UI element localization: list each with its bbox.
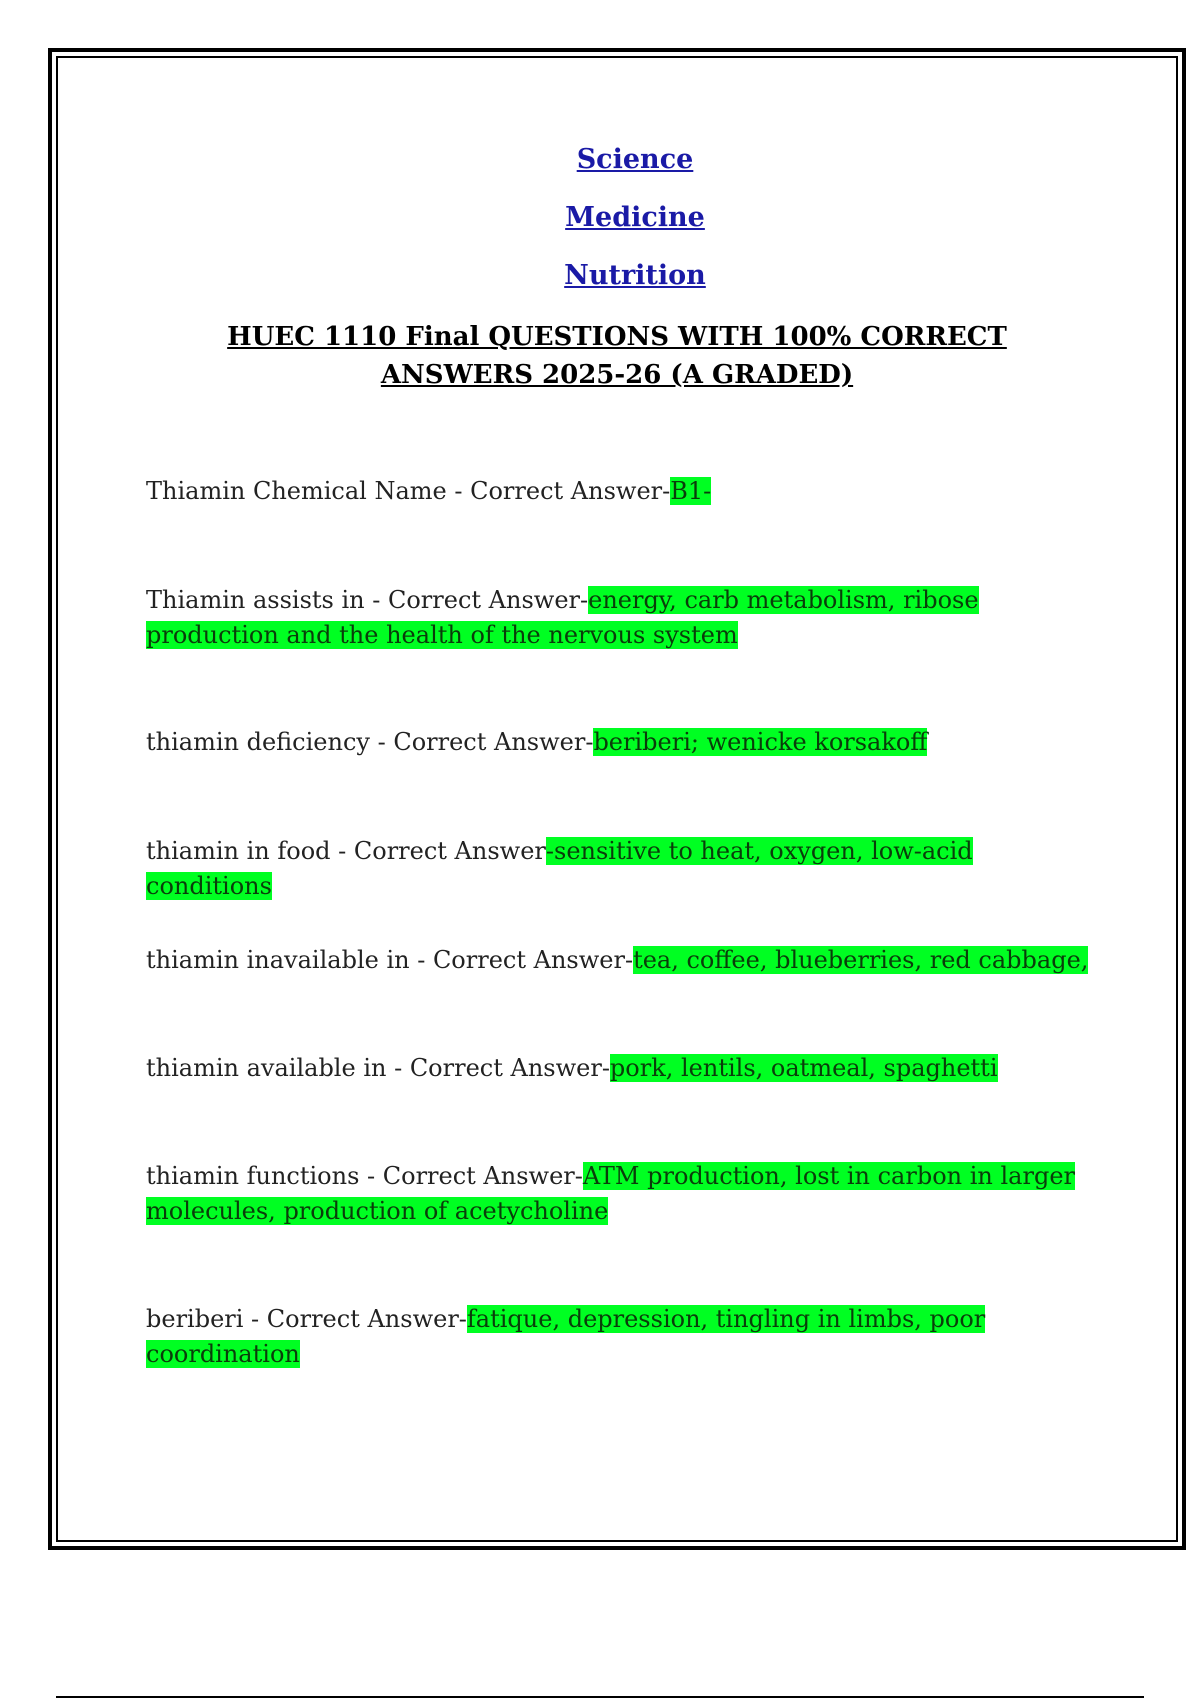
answer-text: ATM production, lost in carbon in larger molecules, production of acetycholine bbox=[146, 1162, 1075, 1225]
answer-text: tea, coffee, blueberries, red cabbage, bbox=[633, 946, 1089, 974]
link-science[interactable]: Science bbox=[576, 144, 694, 175]
qa-item bbox=[146, 1051, 1096, 1086]
qa-item bbox=[146, 474, 1096, 509]
answer-text: beriberi; wenicke korsakoff bbox=[593, 728, 928, 756]
question-text: thiamin in food - Correct Answer bbox=[146, 837, 546, 865]
question-text: thiamin inavailable in - Correct Answer- bbox=[146, 946, 634, 974]
answer-text: fatique, depression, tingling in limbs, poor coordination bbox=[146, 1305, 986, 1368]
qa-item bbox=[146, 1159, 1096, 1229]
question-text: thiamin functions - Correct Answer- bbox=[146, 1162, 583, 1190]
answer-text: -sensitive to heat, oxygen, low-acid conditions bbox=[146, 837, 973, 900]
answer-text: pork, lentils, oatmeal, spaghetti bbox=[609, 1054, 998, 1082]
qa-item bbox=[146, 725, 1096, 760]
document-title: HUEC 1110 Final QUESTIONS WITH 100% CORRECT ANSWERS 2025-26 (A GRADED) bbox=[227, 322, 1007, 390]
qa-item bbox=[146, 943, 1096, 978]
question-text: beriberi - Correct Answer- bbox=[146, 1305, 467, 1333]
question-text: Thiamin Chemical Name - Correct Answer- bbox=[146, 477, 671, 505]
answer-text: energy, carb metabolism, ribose production and the health of the nervous system bbox=[146, 586, 979, 649]
qa-item bbox=[146, 1302, 1096, 1372]
qa-item bbox=[146, 583, 1096, 653]
footer-rule bbox=[56, 1696, 1144, 1698]
category-links bbox=[0, 142, 1200, 316]
link-nutrition[interactable]: Nutrition bbox=[564, 260, 706, 291]
link-medicine[interactable]: Medicine bbox=[565, 202, 705, 233]
qa-item bbox=[146, 834, 1096, 904]
answer-text: B1- bbox=[670, 477, 712, 505]
question-text: Thiamin assists in - Correct Answer- bbox=[146, 586, 589, 614]
question-text: thiamin available in - Correct Answer- bbox=[146, 1054, 610, 1082]
question-text: thiamin deficiency - Correct Answer- bbox=[146, 728, 594, 756]
